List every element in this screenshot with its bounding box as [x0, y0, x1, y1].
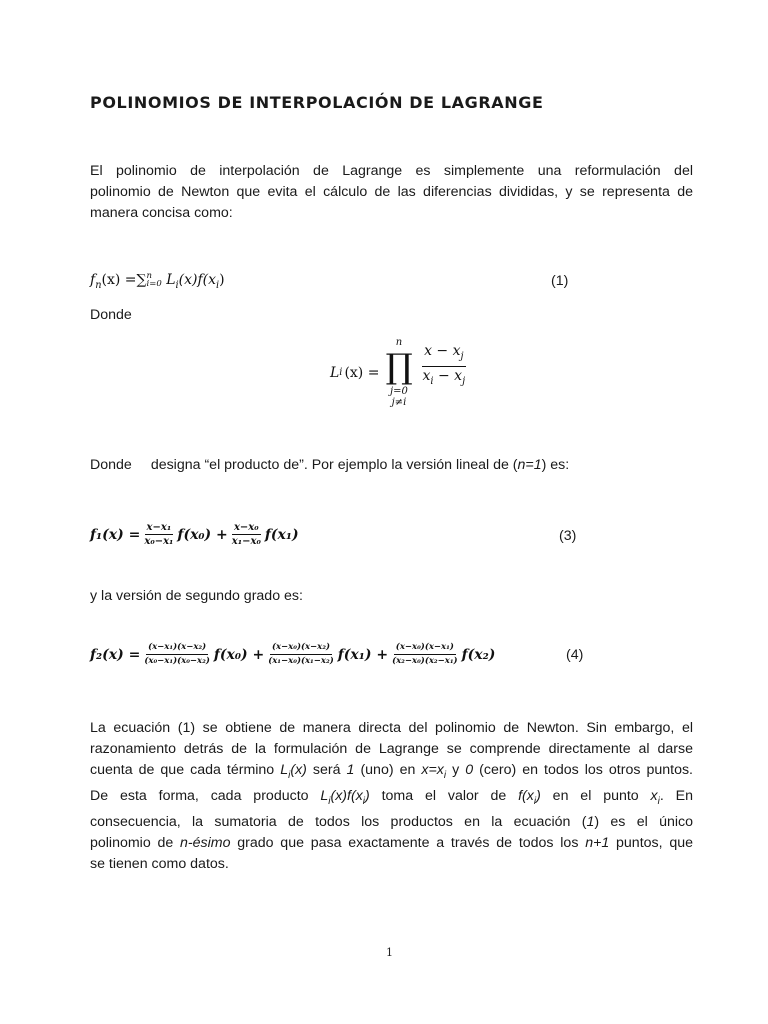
- donde2-label: Donde: [90, 457, 132, 473]
- exp-l4-L: L: [320, 787, 329, 804]
- exp-l4b: toma el valor de: [369, 787, 519, 804]
- exp-l4-x: x: [650, 787, 658, 804]
- eq2-L-sub: i: [339, 367, 343, 378]
- eq2-den-sub1: i: [430, 375, 434, 387]
- exp-l5-1: 1: [586, 813, 595, 830]
- donde-product-sentence: [90, 457, 569, 473]
- equation-lagrange-basis: [330, 337, 469, 408]
- eq4-a-den: (x₀−x₁)(x₀−x₂): [144, 656, 210, 666]
- eq2-prod-sup: n: [395, 337, 403, 348]
- intro-line-1: El polinomio de interpolación de Lagrange es simplemente una reformulación del: [90, 163, 693, 179]
- eq3-f1-num: x−x₁: [146, 522, 172, 533]
- eq4-a-term: f(x₀) +: [213, 646, 265, 663]
- eq4-fraction-a: [142, 641, 212, 668]
- eq2-den-x: x: [422, 368, 431, 384]
- eq1-f: f: [90, 272, 96, 288]
- eq2-numerator: [422, 342, 465, 367]
- exp-l6a: polinomio de: [90, 834, 181, 851]
- eq4-c-num: (x−x₀)(x−x₁): [394, 641, 456, 655]
- exp-l3e: (cero) en todos los otros puntos.: [473, 762, 693, 778]
- intro-paragraph: [90, 161, 693, 224]
- eq2-prod-sub2: j≠i: [391, 397, 407, 408]
- eq3-term-2: f(x₁): [264, 526, 299, 543]
- explanation-line-1: La ecuación (1) se obtiene de manera directa del polinomio de Newton. Sin embargo, el: [90, 720, 693, 736]
- eq3-term-1: f(x₀) +: [177, 526, 228, 543]
- exp-l3-0: 0: [465, 762, 474, 778]
- exp-l5a: consecuencia, la sumatoria de todos los productos en la ecuación (: [90, 813, 587, 830]
- eq4-fraction-c: [390, 641, 460, 668]
- eq1-L: L: [166, 272, 176, 288]
- exp-l3-x: (x): [290, 762, 307, 778]
- eq4-lhs: f₂(x) =: [90, 646, 141, 663]
- eq2-product-symbol: ∏: [385, 347, 413, 387]
- eq4-c-den: (x₂−x₀)(x₂−x₁): [392, 656, 458, 666]
- eq3-fraction-1: [142, 521, 175, 548]
- eq2-fraction: [421, 342, 468, 391]
- eq2-prod-sub1: j=0: [390, 386, 408, 397]
- eq2-num-sub: j: [460, 351, 464, 362]
- eq4-fraction-b: [266, 641, 336, 668]
- donde2-text: designa “el producto de”. Por ejemplo la versión lineal de (: [150, 457, 518, 473]
- exp-l4-xi: i: [362, 795, 366, 807]
- eq2-num-text: x − x: [424, 343, 461, 360]
- eq4-a-num: (x−x₁)(x−x₂): [146, 641, 208, 655]
- explanation-paragraph: [90, 718, 693, 875]
- eq4-c-term: f(x₂): [461, 646, 496, 663]
- eq3-f2-den: x₁−x₀: [231, 536, 261, 547]
- explanation-line-5: [90, 812, 693, 833]
- eq1-L-sub: i: [175, 279, 179, 291]
- explanation-line-4: [90, 786, 693, 812]
- eq1-sum: ∑: [136, 272, 147, 288]
- exp-l4-f: f(x: [518, 787, 534, 804]
- exp-l6-np1: n+1: [585, 834, 610, 851]
- exp-l4-xsub: i: [657, 795, 660, 807]
- exp-l3-Li: i: [288, 769, 291, 781]
- eq1-sum-sub: i=0: [146, 279, 162, 289]
- second-degree-sentence: y la versión de segundo grado es:: [90, 588, 303, 604]
- exp-l5b: ) es el único: [594, 813, 693, 830]
- equation-1-number: (1): [551, 273, 569, 289]
- eq2-arg: (x) =: [344, 364, 380, 381]
- explanation-line-3: [90, 760, 693, 786]
- explanation-line-7: se tienen como datos.: [90, 855, 229, 872]
- exp-l4d: . En: [659, 787, 694, 804]
- exp-l6b: grado que pasa exactamente a través de todos los: [230, 834, 586, 851]
- eq1-equals: =: [124, 272, 137, 288]
- exp-l3d: y: [446, 762, 466, 778]
- exp-l4-close: ): [365, 787, 370, 804]
- eq4-b-term: f(x₁) +: [337, 646, 389, 663]
- eq3-f1-den: x₀−x₁: [144, 536, 174, 547]
- intro-line-2: polinomio de Newton que evita el cálculo de las diferencias divididas, y se representa de: [90, 184, 693, 200]
- donde2-n: n=1: [517, 457, 542, 473]
- exp-l4a: De esta forma, cada producto: [90, 787, 321, 804]
- eq2-denominator: [421, 367, 468, 391]
- eq2-product-block: [385, 337, 412, 408]
- exp-l4-Li: i: [328, 795, 331, 807]
- eq1-close: ): [219, 272, 225, 288]
- exp-l3-L: L: [280, 762, 289, 778]
- eq4-b-num: (x−x₀)(x−x₂): [270, 641, 332, 655]
- page-title: POLINOMIOS DE INTERPOLACIÓN DE LAGRANGE: [90, 93, 544, 112]
- exp-l3-xi: i: [443, 769, 447, 781]
- eq1-sum-limits: [147, 272, 162, 288]
- eq2-den-mid: − x: [433, 368, 463, 384]
- eq1-sub-n: n: [95, 279, 102, 291]
- exp-l6-n: n-ésimo: [180, 834, 231, 851]
- exp-l4c: en el punto: [540, 787, 651, 804]
- exp-l4-fi: i: [533, 795, 537, 807]
- exp-l3-xeq: x=x: [421, 762, 444, 778]
- eq1-term-rest: (x)f(x: [178, 272, 217, 288]
- exp-l3c: (uno) en: [354, 762, 422, 778]
- donde-label-1: Donde: [90, 307, 132, 323]
- exp-l3b: será: [306, 762, 347, 778]
- donde2-end: ) es:: [541, 457, 570, 473]
- exp-l4-xf: (x)f(x: [330, 787, 363, 804]
- eq2-L: L: [330, 364, 340, 381]
- equation-4: [90, 641, 495, 668]
- equation-3-number: (3): [559, 528, 577, 544]
- eq3-fraction-2: [230, 521, 263, 548]
- eq2-den-sub2: j: [462, 375, 466, 387]
- eq4-b-den: (x₁−x₀)(x₁−x₂): [268, 656, 334, 666]
- exp-l4-fclose: ): [536, 787, 541, 804]
- eq3-f2-num: x−x₀: [233, 522, 259, 533]
- page-number: 1: [386, 946, 393, 959]
- intro-line-3: manera concisa como:: [90, 205, 233, 221]
- explanation-line-6: [90, 833, 693, 854]
- explanation-line-2: razonamiento detrás de la formulación de Lagrange se comprende directamente al darse: [90, 741, 693, 757]
- eq1-end-sub: i: [216, 279, 220, 291]
- equation-1: [90, 272, 225, 291]
- exp-l3a: cuenta de que cada término: [90, 762, 281, 778]
- eq1-arg: (x): [101, 272, 121, 288]
- exp-l3-1: 1: [346, 762, 355, 778]
- eq3-lhs: f₁(x) =: [90, 526, 141, 543]
- equation-4-number: (4): [566, 647, 584, 663]
- exp-l6c: puntos, que: [609, 834, 693, 851]
- eq1-sum-sup: n: [146, 271, 152, 281]
- equation-3: [90, 521, 299, 548]
